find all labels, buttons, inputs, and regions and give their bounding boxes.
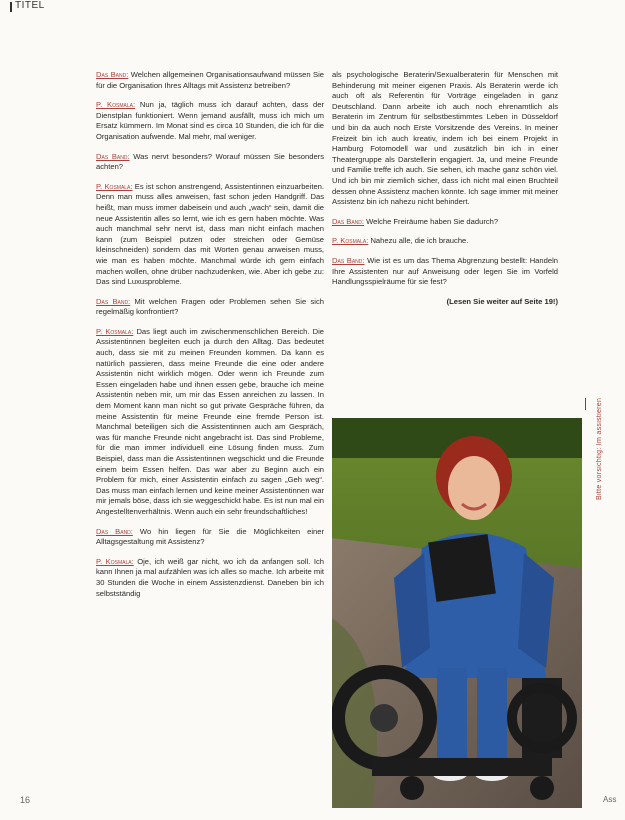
page-header — [0, 0, 625, 14]
left-paragraph — [96, 557, 324, 599]
left-paragraph — [96, 297, 324, 318]
speaker-label: Das Band: — [96, 70, 129, 79]
speaker-label: P. Kosmala: — [96, 100, 136, 110]
page-number: 16 — [20, 795, 31, 805]
speaker-label: P. Kosmala: — [96, 181, 133, 191]
footer-right-text: Ass — [603, 795, 617, 804]
sidebar-vertical-text: Bitte vorsichtig: Im assistieren — [596, 397, 603, 500]
left-paragraph — [96, 152, 324, 173]
right-text-column — [332, 70, 558, 307]
speaker-label: P. Kosmala: — [332, 236, 369, 246]
left-paragraph — [96, 527, 324, 548]
paragraph-text: Nahezu alle, die ich brauche. — [368, 236, 469, 246]
right-paragraphs — [332, 70, 558, 288]
speaker-label: Das Band: — [96, 151, 130, 161]
paragraph-text: Oje, ich weiß gar nicht, wo ich da anfangen soll. Ich kann Ihnen ja mal aufzählen was ich alles so mache. Ich arbeite mit 30 Stunden die Woche in einem Assistenzdienst. Daneben bin ich selbstständig — [96, 556, 324, 598]
left-paragraph — [96, 182, 324, 288]
speaker-label: P. Kosmala: — [96, 326, 134, 336]
left-paragraph — [96, 327, 324, 518]
paragraph-text: Nun ja, täglich muss ich darauf achten, dass der Dienstplan funktioniert. Wenn jemand ausfällt, muss ich mich um Ersatz kümmern. Im Monat sind es circa 10 Stunden, die ich für die Organisation aufwende. Mal mehr, mal weniger. — [96, 100, 324, 141]
paragraph-text: Es ist schon anstrengend, Assistentinnen einzuarbeiten. Denn man muss alles anweisen, fast schon jeden Handgriff. Das heißt, man muss immer dabeisein und auch „wach“ sein, damit die neue Assistentin alles so lernt, wie ich es gern haben möchte. Was auch manchmal sehr nervt ist, dass man nicht einfach machen kann (zum Beispiel putzen oder streichen oder Gemüse kleinschneiden) sondern das mit Worten genau anweisen muss, wie man es haben möchte. Manchmal würde ich gern einfach machen wollen, ohne drüber nachzudenken, wie. Aber ich gebe zu: Das sind Luxusprobleme. — [96, 181, 324, 287]
speaker-label: Das Band: — [332, 255, 365, 265]
left-paragraph — [96, 100, 324, 142]
photo-woman-in-wheelchair — [332, 418, 582, 808]
paragraph-text: als psychologische Beraterin/Sexualberaterin für Menschen mit Behinderung mit meiner eigenen Praxis. Als Beraterin werde ich auch oft als Referentin für Vorträge eingeladen in ganz Deutschland. Dann arbeite ich auch noch ehrenamtlich als Beraterin im Zentrum für selbstbestimmtes Leben in Düsseldorf und bin da auch noch Erste Vorsitzende des Vereins. In meiner Freizeit bin ich auch kreativ, indem ich bei einem Projekt in Hamburg Fotomodell war und zusätzlich bin ich in einer Theatergruppe als Darstellerin engagiert. Ja, und meine Freunde und Familie treffe ich auch. Sie sehen, ich mache ganz schön viel. Und ich bin mir ziemlich sicher, dass ich nicht mal einen Bruchteil dessen ohne Assistenz machen könnte. Ich sage immer mit meiner Assistenz bin ich nahezu nicht behindert. — [332, 70, 558, 207]
paragraph-text: Mit welchen Fragen oder Problemen sehen Sie sich regelmäßig konfrontiert? — [96, 296, 324, 317]
right-paragraph — [332, 236, 558, 247]
right-paragraph — [332, 256, 558, 288]
paragraph-text: Welchen allgemeinen Organisationsaufwand müssen Sie für die Organisation Ihres Alltags mit Assistenz betreiben? — [96, 70, 324, 90]
speaker-label: P. Kosmala: — [96, 556, 134, 566]
left-paragraph — [96, 70, 324, 91]
continuation-note: (Lesen Sie weiter auf Seite 19!) — [446, 296, 558, 306]
right-paragraph — [332, 217, 558, 228]
sidebar-rule — [585, 398, 586, 410]
paragraph-text: Wo hin liegen für Sie die Möglichkeiten einer Alltagsgestaltung mit Assistenz? — [96, 526, 324, 547]
wheelchair-portrait-image — [332, 418, 582, 808]
header-label: TITEL — [15, 0, 45, 11]
paragraph-text: Wie ist es um das Thema Abgrenzung bestellt: Handeln Ihre Assistenten nur auf Anweisung oder legen Sie im Vorfeld Handlungsspielräume für sie fest? — [332, 255, 558, 287]
paragraph-text: Was nervt besonders? Worauf müssen Sie besonders achten? — [96, 151, 324, 172]
speaker-label: Das Band: — [96, 526, 133, 536]
paragraph-text: Welche Freiräume haben Sie dadurch? — [364, 216, 499, 226]
right-paragraph — [332, 70, 558, 208]
left-text-column — [96, 70, 324, 608]
speaker-label: Das Band: — [96, 296, 131, 306]
speaker-label: Das Band: — [332, 216, 364, 226]
paragraph-text: Das liegt auch im zwischenmenschlichen Bereich. Die Assistentinnen begleiten euch ja durch den Alltag. Das bedeutet auch, dass sie mit zu meinen Freunden kommen. Da kann es natürlich passieren, dass meine Freunde die eine oder andere Assistentin nicht wirklich mögen. Oder wenn ich Freunde zum Essen eingeladen habe und ihnen essen gebe, brauche ich meine Assistentin neben mir, um mir das Essen anreichen zu lassen. In dem Moment kann man nicht so gut private Gespräche führen, da meine Assistentin für meine Freunde eine fremde Person ist. Manchmal beteiligen sich die Assistentinnen auch am Gespräch, was für manche Freunde nicht angebracht ist. Das sind Probleme, für die man immer individuell eine Lösung finden muss. Zum Beispiel, dass man die Assistentinnen wegschickt und die Freunde einem beim Essen helfen. Das war aber zu Beginn auch ein Problem für mich, einer Assistentin einfach zu sagen „Geh weg“. Das muss man einfach lernen und keine meiner Assistentinnen war mir jemals böse, dass ich sie weggeschickt habe. Es ist nun mal ein Angestelltenverhältnis. Wenn auch ein sehr freundschaftliches! — [96, 326, 324, 516]
header-rule — [10, 2, 12, 12]
